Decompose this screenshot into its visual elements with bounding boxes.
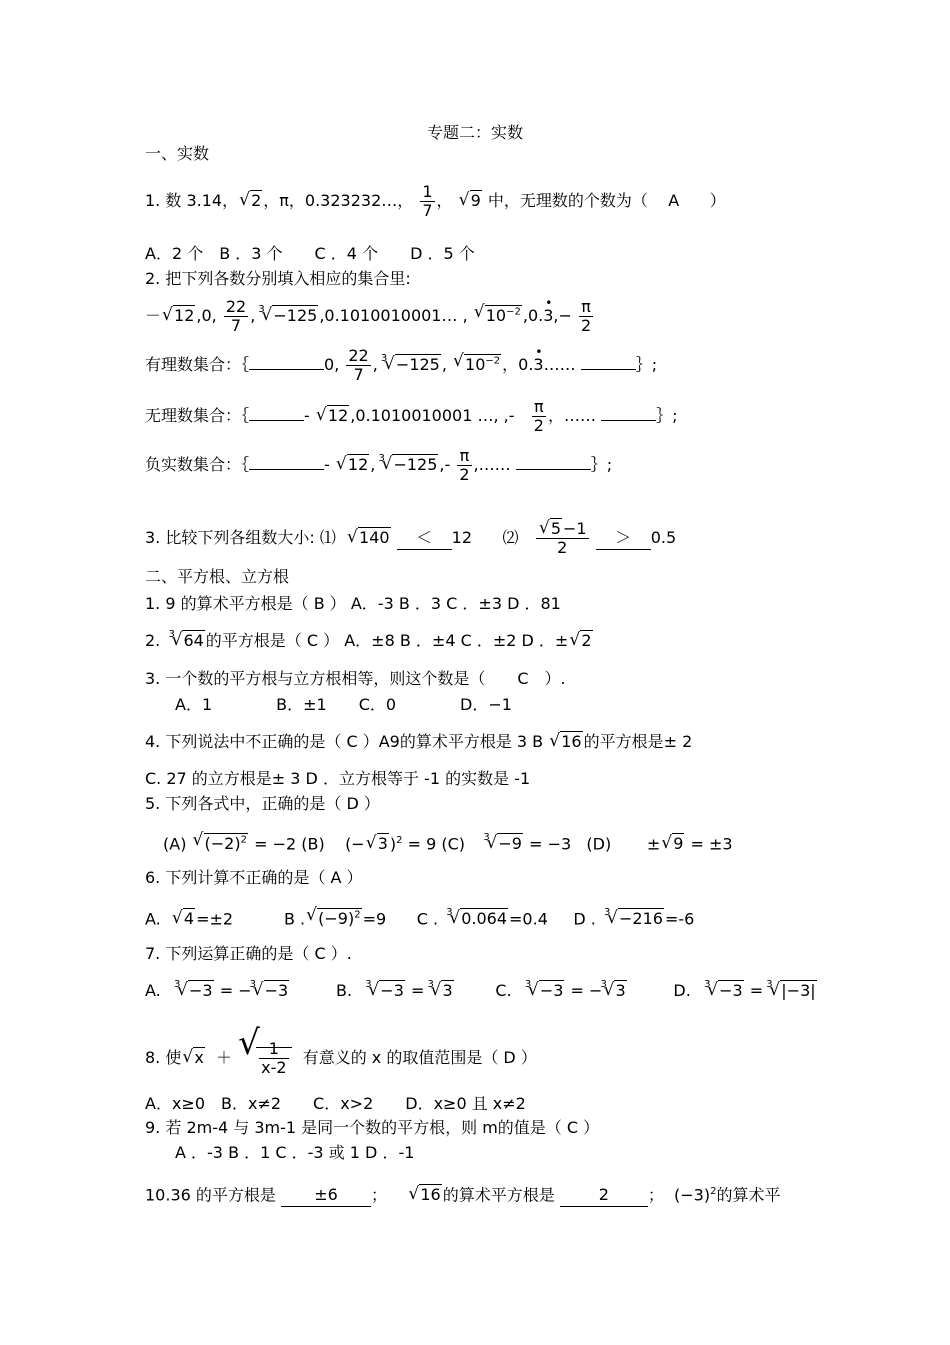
- root-question-6-options: A. √ 4 =±2 B .√ $(-9)^2 =9$ C . √ 3 0.064 =0.4 D . √ 3 −216 =-6: [145, 905, 694, 930]
- root-question-9: 9. 若 2m-4 与 3m-1 是同一个数的平方根，则 m的值是（ C ）: [145, 1118, 600, 1137]
- root-question-3-options: A．1 B．±1 C．0 D．−1: [175, 695, 512, 714]
- root-question-5: 5. 下列各式中，正确的是（ D ）: [145, 794, 380, 813]
- fraction-1-7: $\frac{1}{7}$: [422, 182, 433, 220]
- page-title: 专题二：实数: [426, 123, 523, 142]
- question-2-number-list: －√ 12 ,0, $\frac{22}{7}$ , √ 3 −125 ,0.1010010001… , √ $10^{-2}$ ,0.3 •,− $\frac{\pi}{2}$: [145, 298, 595, 335]
- sqrt-9: √ 9: [459, 190, 482, 212]
- root-question-2: 2. √ 3 64 的平方根是（ C ） A．±8 B ．±4 C ．±2 D ．±√ 2: [145, 630, 594, 652]
- root-question-7: 7. 下列运算正确的是（ C ）.: [145, 944, 352, 963]
- negative-real-set: 负实数集合：｛ - √ 12 , √ 3 −125 ,- $\frac{\pi}{2}$ ,…… ｝;: [145, 447, 612, 484]
- section-heading-roots: 二、平方根、立方根: [145, 567, 290, 586]
- root-question-4-cont: C. 27 的立方根是± 3 D ．立方根等于 -1 的实数是 -1: [145, 769, 531, 788]
- section-heading-real-numbers: 一、实数: [145, 144, 210, 163]
- root-question-9-options: A ．-3 B ．1 C ．-3 或 1 D ．-1: [175, 1143, 415, 1162]
- answer-1: A: [668, 191, 680, 210]
- question-1-options: A．2 个 B ．3 个 C ．4 个 D ．5 个: [145, 244, 475, 263]
- sqrt-2: √ 2: [239, 190, 262, 212]
- question-2: 2. 把下列各数分别填入相应的集合里:: [145, 269, 411, 288]
- question-3-compare: 3. 比较下列各组数大小: ⑴ √ 140 ＜ 12 ⑵ √ $\frac{5 -1}{2}$ ＞ 0.5: [145, 520, 676, 557]
- root-question-3: 3. 一个数的平方根与立方根相等，则这个数是（ C ）.: [145, 669, 566, 688]
- question-1: 1. 数 3.14，√ 2 ，π，0.323232…， $\frac{1}{7}$ ， √ 9 中，无理数的个数为（ A ）: [145, 183, 726, 220]
- root-question-4: 4. 下列说法中不正确的是（ C ）A9的算术平方根是 3 B √ 16 的平方根是± 2: [145, 731, 692, 753]
- root-question-10: 10.36 的平方根是 ±6 ； √ 16 的算术平方根是 2 ； $(-3)^2$的算术平: [145, 1181, 780, 1207]
- root-question-1: 1. 9 的算术平方根是（ B ） A．-3 B ．3 C ．±3 D ．81: [145, 594, 561, 613]
- blank-irrational: [249, 420, 304, 421]
- root-question-8-options: A．x≥0 B．x≠2 C．x>2 D．x≥0 且 x≠2: [145, 1094, 526, 1113]
- blank-rational: [249, 369, 324, 370]
- root-question-8: 8. 使√ x ＋ √ $\frac{1}{x-2}$ 有意义的 x 的取值范围是（ D ）: [145, 1040, 537, 1077]
- rational-set: 有理数集合：｛ 0, $\frac{22}{7}$ , √ 3 −125 , √ $10^{-2}$ ，0.3 •…… ｝;: [145, 347, 657, 384]
- blank-negative: [249, 469, 324, 470]
- root-question-6: 6. 下列计算不正确的是（ A ）: [145, 868, 363, 887]
- root-question-7-options: A. √ 3 −3 = − √ 3 −3 B. √ 3 −3 = √ 3 3 C. √ 3 −3 = − √ 3 3 D. √ 3 −3 = √ 3 |−3|: [145, 980, 818, 1002]
- root-question-5-options: (A) √ $(-2)^2 = -2$ (B) (−√ 3 )$^2$ = 9 (C) √ 3 −9 = −3 (D) ±√ 9 = ±3: [163, 830, 733, 855]
- irrational-set: 无理数集合：｛ - √ 12 ,0.1010010001 …, ,- $\frac{\pi}{2}$ ，…… ｝;: [145, 398, 677, 435]
